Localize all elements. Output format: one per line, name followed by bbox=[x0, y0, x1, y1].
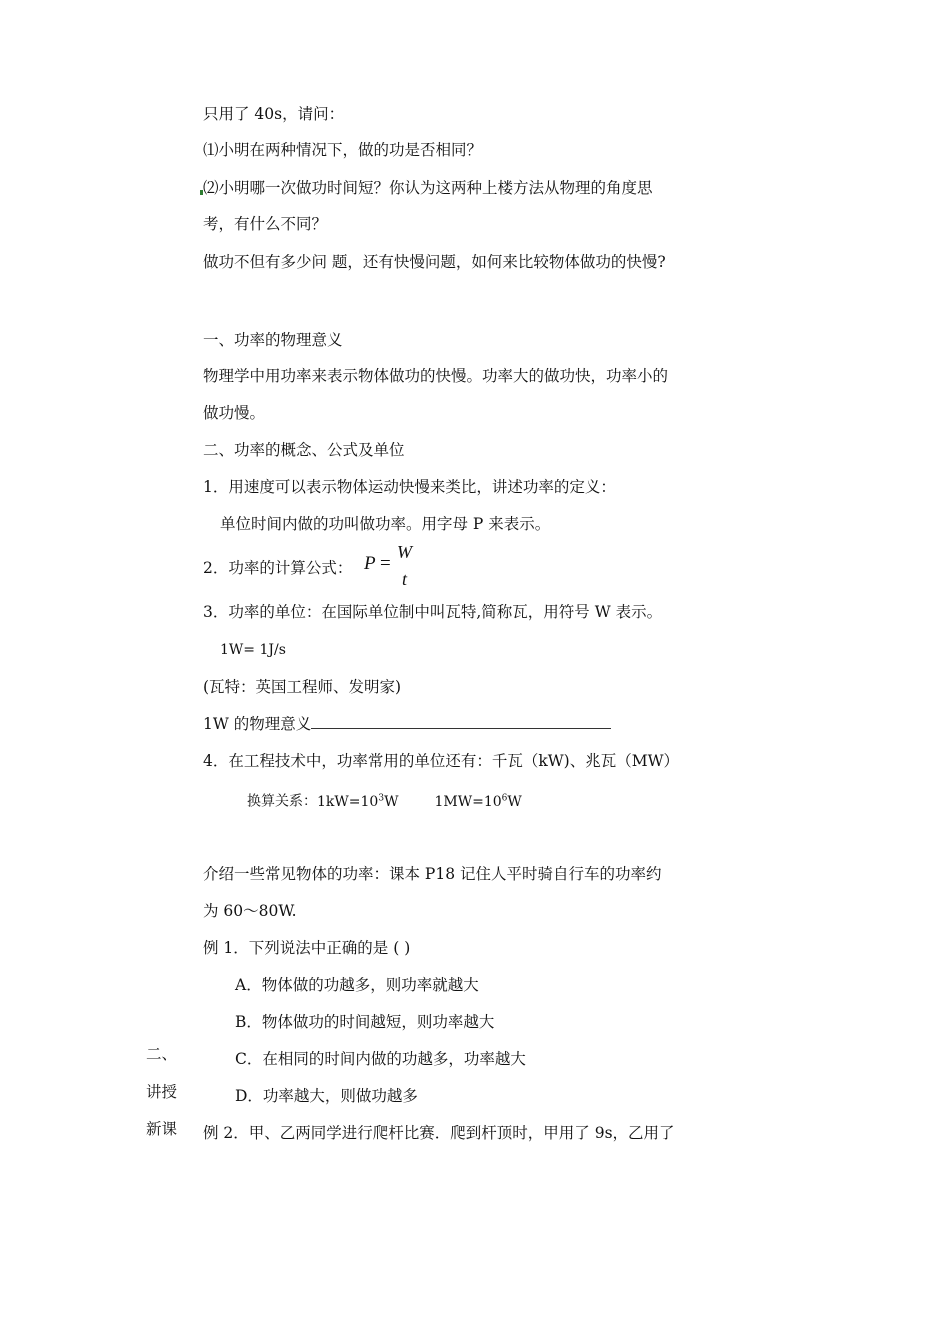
formula-denominator: t bbox=[402, 569, 408, 589]
formula-equals: = bbox=[380, 553, 391, 574]
section-1-heading: 一、功率的物理意义 bbox=[203, 331, 343, 349]
section-1-text-2: 做功慢。 bbox=[203, 404, 266, 422]
meaning-line bbox=[203, 714, 611, 734]
example-1-option-b: B．物体做功的时间越短，则功率越大 bbox=[235, 1013, 495, 1031]
meaning-label: 1W 的物理意义 bbox=[203, 715, 312, 733]
item-1-definition: 单位时间内做的功叫做功率。用字母 P 来表示。 bbox=[220, 515, 551, 533]
formula-numerator: W bbox=[397, 542, 412, 562]
example-1-question: 例 1．下列说法中正确的是 ( ) bbox=[203, 939, 411, 957]
conversion-mw: $1MW=10^6W$ bbox=[434, 793, 522, 810]
item-3-equation: 1W= 1J/s bbox=[220, 642, 286, 658]
item-4: 4．在工程技术中，功率常用的单位还有：千瓦（kW)、兆瓦（MW） bbox=[203, 752, 680, 770]
conversion-label: 换算关系： bbox=[247, 793, 317, 810]
answer-blank[interactable] bbox=[311, 714, 611, 729]
section-1-text-1: 物理学中用功率来表示物体做功的快慢。功率大的做功快，功率小的 bbox=[203, 367, 669, 385]
sidebar-label-1: 讲授 bbox=[146, 1083, 178, 1101]
intro-question-2: ⑵小明哪一次做功时间短？你认为这两种上楼方法从物理的角度思 bbox=[203, 179, 653, 197]
example-1-option-d: D．功率越大，则做功越多 bbox=[235, 1087, 418, 1105]
sidebar-section-number: 二、 bbox=[146, 1045, 178, 1063]
sidebar-label-2: 新课 bbox=[146, 1120, 178, 1138]
intro-question-2-cont: 考，有什么不同？ bbox=[203, 215, 328, 233]
item-2: 2．功率的计算公式： bbox=[203, 559, 353, 577]
common-powers-2: 为 60～80W. bbox=[203, 902, 297, 920]
watt-note: (瓦特：英国工程师、发明家) bbox=[203, 678, 402, 696]
conversion-kw: $1kW=10^3W$ bbox=[317, 793, 399, 810]
intro-question-1: ⑴小明在两种情况下，做的功是否相同？ bbox=[203, 141, 483, 159]
conversion-line bbox=[247, 788, 522, 812]
common-powers-1: 介绍一些常见物体的功率：课本 P18 记住人平时骑自行车的功率约 bbox=[203, 865, 662, 883]
item-3: 3．功率的单位：在国际单位制中叫瓦特,简称瓦，用符号 W 表示。 bbox=[203, 603, 663, 621]
section-2-heading: 二、功率的概念、公式及单位 bbox=[203, 441, 405, 459]
item-1: 1．用速度可以表示物体运动快慢来类比，讲述功率的定义： bbox=[203, 478, 616, 496]
intro-line-1: 只用了 40s，请问： bbox=[203, 105, 345, 123]
formula-lhs: P bbox=[364, 553, 376, 574]
example-2-question: 例 2．甲、乙两同学进行爬杆比赛．爬到杆顶时，甲用了 9s，乙用了 bbox=[203, 1124, 675, 1142]
intro-transition: 做功不但有多少问 题，还有快慢问题，如何来比较物体做功的快慢? bbox=[203, 253, 666, 271]
example-1-option-c: C．在相同的时间内做的功越多，功率越大 bbox=[235, 1050, 526, 1068]
example-1-option-a: A．物体做的功越多，则功率就越大 bbox=[235, 976, 479, 994]
